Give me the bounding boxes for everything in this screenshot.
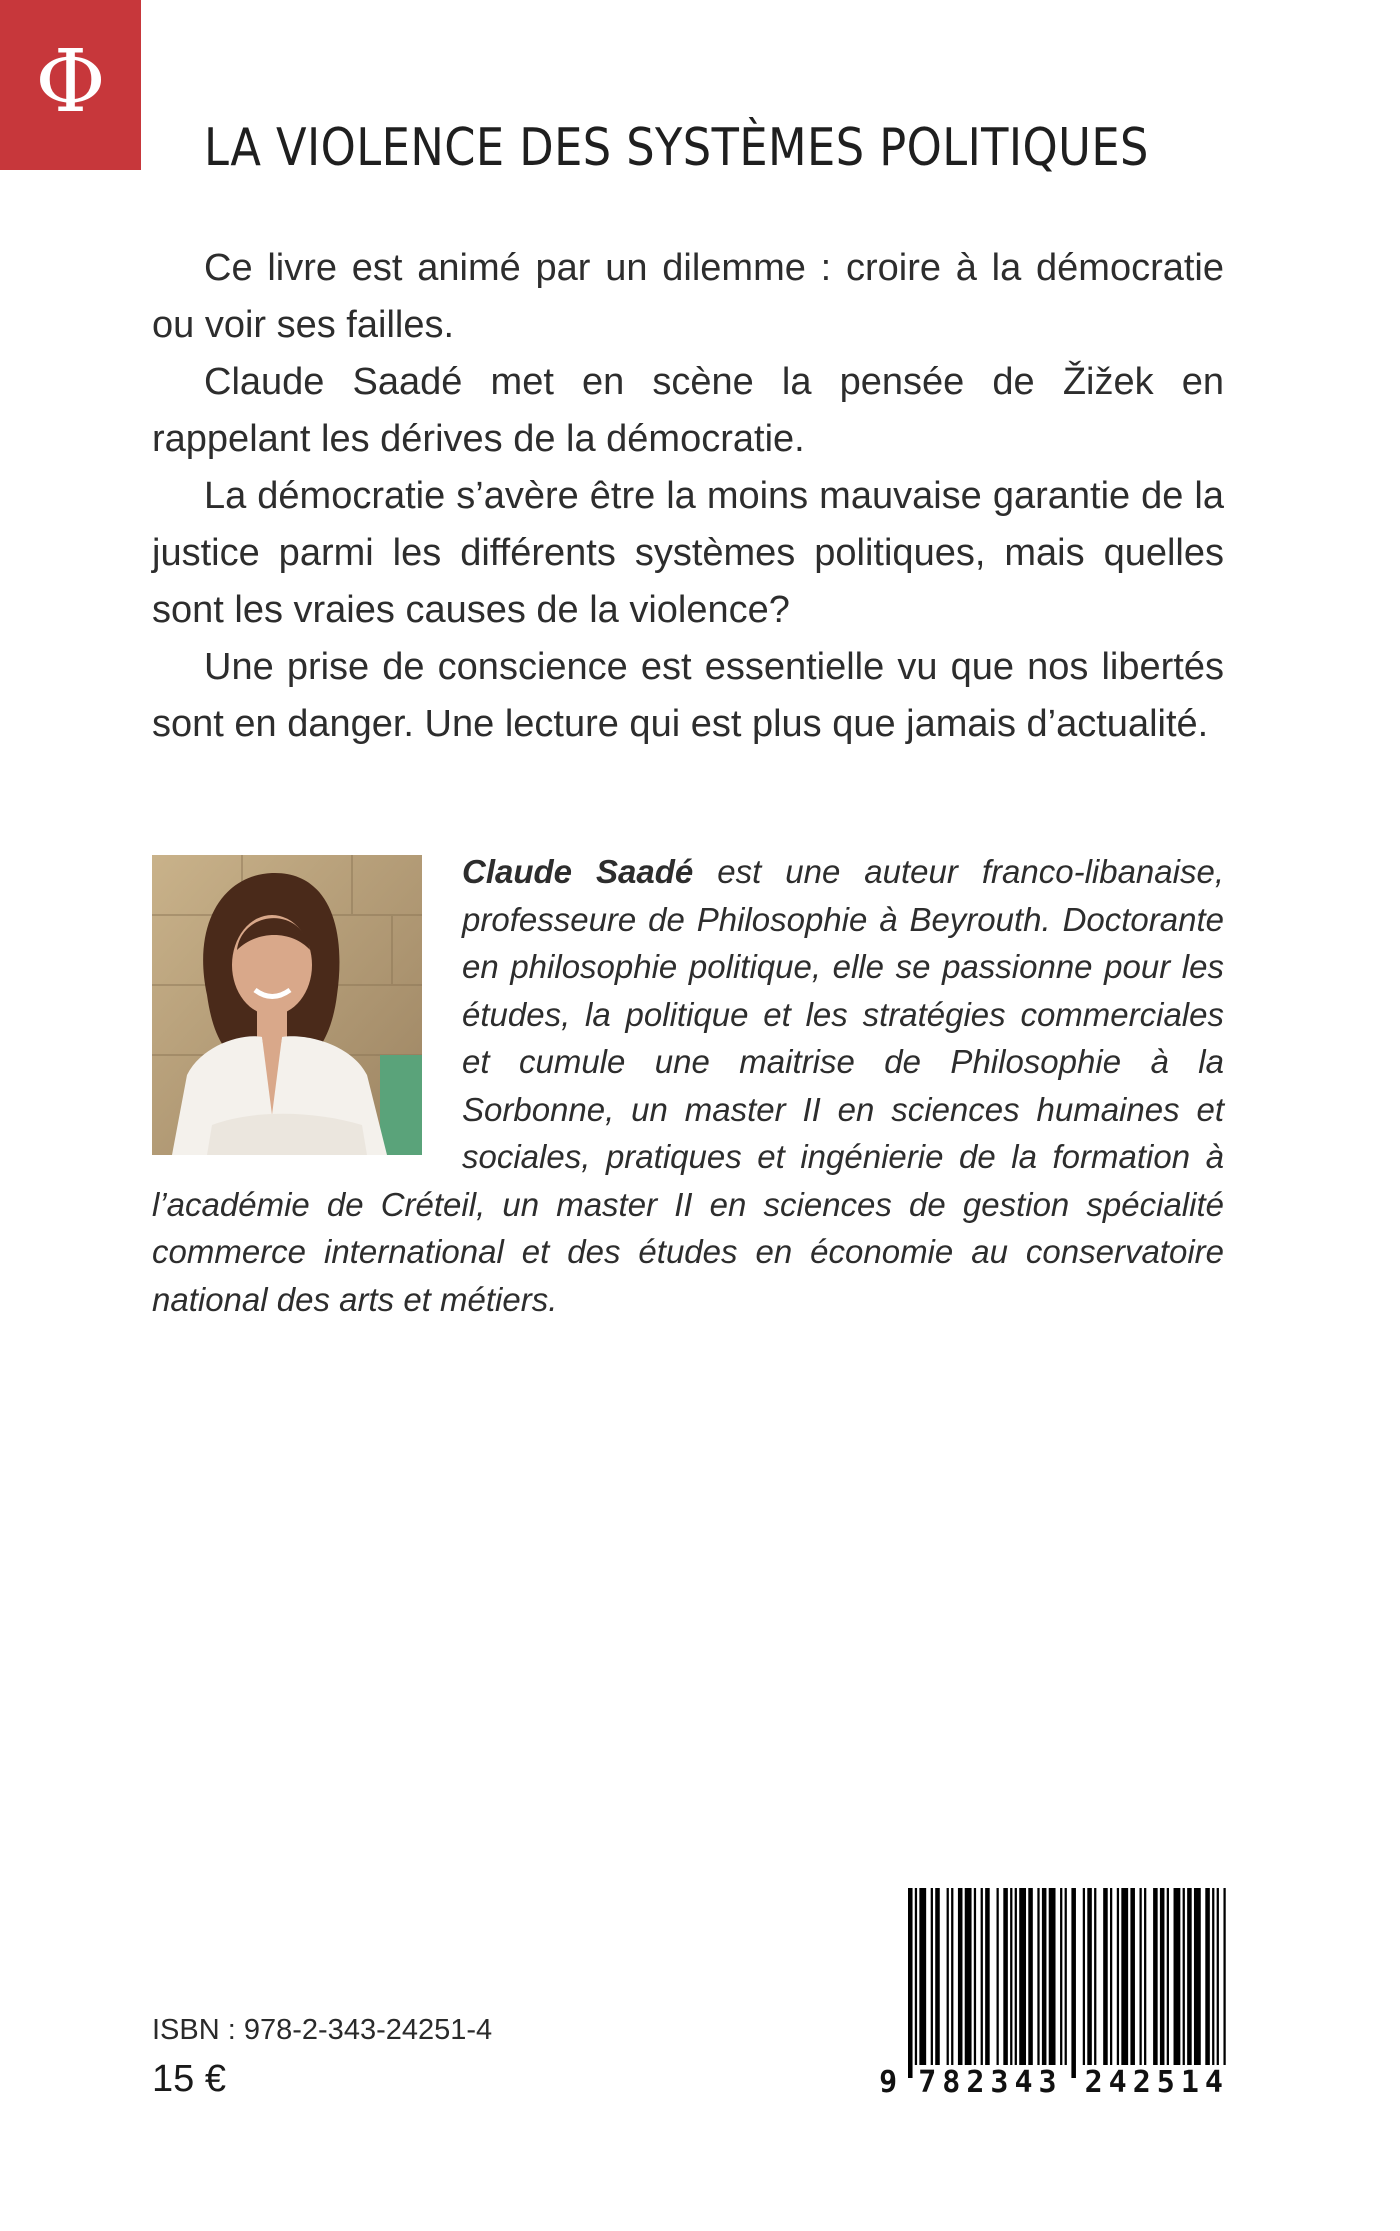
barcode-bar (1071, 1888, 1076, 2078)
barcode-bar (1010, 1888, 1012, 2078)
barcode-bar (1015, 1888, 1017, 2078)
barcode-bar (951, 1888, 953, 2078)
barcode-bar (931, 1888, 933, 2078)
barcode-bar (997, 1888, 999, 2078)
barcode-bar (908, 1888, 913, 2078)
barcode-bar (1217, 1888, 1219, 2078)
barcode-bar (915, 1888, 917, 2078)
book-summary (152, 240, 1224, 753)
barcode-bar (1167, 1888, 1169, 2078)
barcode-bar (1212, 1888, 1214, 2078)
barcode-bar (981, 1888, 983, 2078)
barcode-bar (1083, 1888, 1085, 2078)
barcode-bar (919, 1888, 926, 2078)
barcode-bar (1094, 1888, 1096, 2078)
barcode-bar (1087, 1888, 1092, 2078)
barcode-bar (1223, 1888, 1225, 2078)
barcode-bar (1121, 1888, 1128, 2078)
barcode-bar (1117, 1888, 1119, 2078)
barcode-bar (1174, 1888, 1181, 2078)
barcode-bar (1037, 1888, 1039, 2078)
barcode-bar (1153, 1888, 1158, 2078)
barcode-right-group: 242514 (1081, 2065, 1233, 2100)
author-bio (152, 848, 1224, 1323)
barcode-bar (1144, 1888, 1146, 2078)
barcode-bar (958, 1888, 963, 2078)
barcode-bar (1160, 1888, 1165, 2078)
publisher-logo (0, 0, 141, 170)
barcode-bar (1060, 1888, 1062, 2078)
barcode-bar (1003, 1888, 1008, 2078)
barcode-bar (1065, 1888, 1067, 2078)
barcode-bar (1130, 1888, 1135, 2078)
phi-logo-icon: Φ (35, 32, 106, 132)
barcode-bar (1110, 1888, 1112, 2078)
barcode-bar (1139, 1888, 1141, 2078)
author-name: Claude Saadé (462, 853, 694, 890)
author-bio-text: est une auteur franco-libanaise, professeure de Philosophie à Beyrouth. Doctorante en philosophie politique, elle se passionne pour les études, la politique et les stratégies commerciales et cumule une maitrise de Philosophie à la Sorbonne, un master II en sciences humaines et sociales, pratiques et ingénierie de la formation à l’académie de Créteil, un master II en sciences de gestion spécialité commerce international et des études en économie au conservatoire national des arts et métiers. (152, 853, 1224, 1318)
barcode-bar (965, 1888, 972, 2078)
barcode-bar (974, 1888, 976, 2078)
barcode-bar (1028, 1888, 1033, 2078)
summary-paragraph: Une prise de conscience est essentielle vu que nos libertés sont en danger. Une lecture qui est plus que jamais d’actualité. (152, 646, 1224, 745)
price: 15 € (152, 2058, 226, 2100)
barcode-bar (1187, 1888, 1192, 2078)
barcode-digits (878, 2056, 1233, 2100)
barcode (878, 1888, 1233, 2100)
book-title: LA VIOLENCE DES SYSTÈMES POLITIQUES (204, 118, 1149, 178)
summary-paragraph: La démocratie s’avère être la moins mauvaise garantie de la justice parmi les différents systèmes politiques, mais quelles sont les vraies causes de la violence? (152, 475, 1224, 631)
barcode-bar (985, 1888, 990, 2078)
barcode-bars-icon (908, 1888, 1228, 2078)
barcode-bar (1183, 1888, 1185, 2078)
barcode-first-digit: 9 (879, 2065, 898, 2100)
barcode-bar (947, 1888, 949, 2078)
isbn: ISBN : 978-2-343-24251-4 (152, 2014, 493, 2046)
barcode-bar (935, 1888, 940, 2078)
barcode-bar (1019, 1888, 1026, 2078)
barcode-bar (1205, 1888, 1210, 2078)
barcode-bar (1049, 1888, 1056, 2078)
summary-paragraph: Claude Saadé met en scène la pensée de Žižek en rappelant les dérives de la démocratie. (152, 361, 1224, 460)
summary-paragraph: Ce livre est animé par un dilemme : croire à la démocratie ou voir ses failles. (152, 247, 1224, 346)
barcode-left-group: 782343 (914, 2065, 1066, 2100)
barcode-bar (1042, 1888, 1047, 2078)
barcode-bar (1194, 1888, 1201, 2078)
barcode-bar (1103, 1888, 1108, 2078)
